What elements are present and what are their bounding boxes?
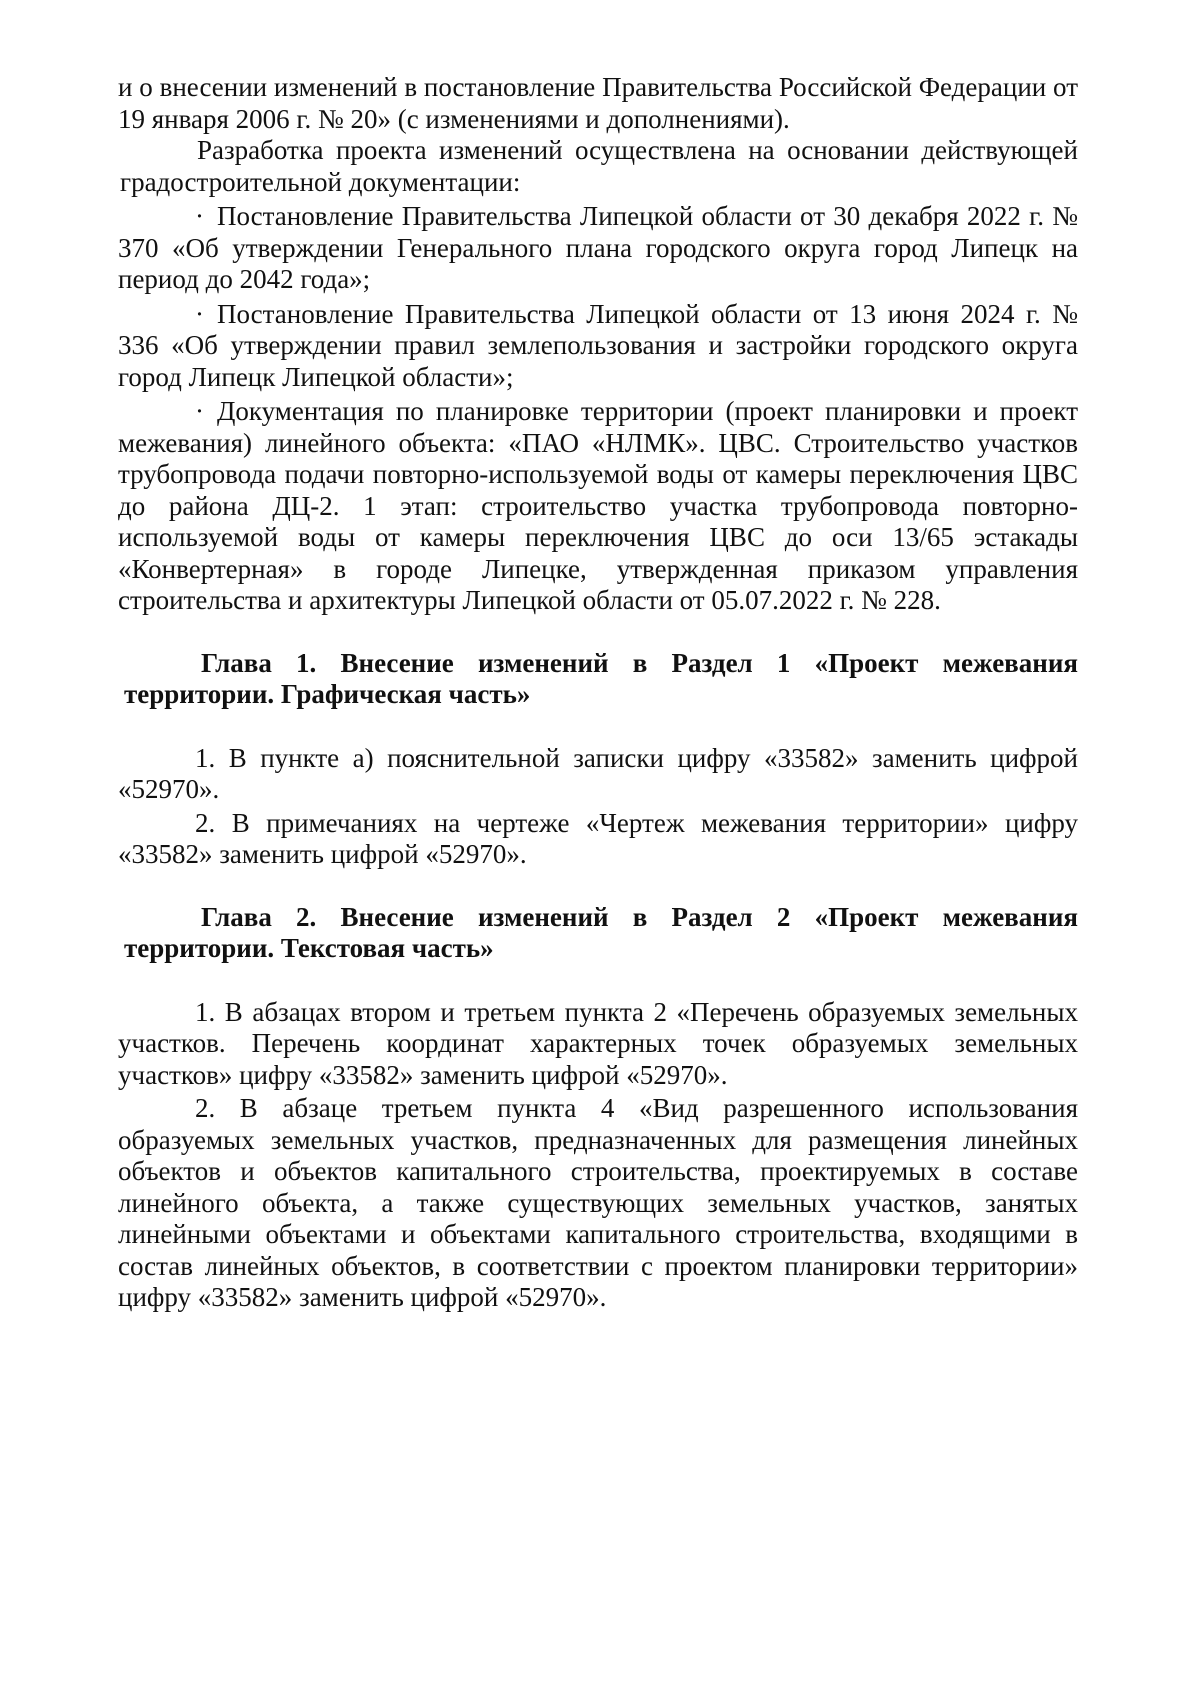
chapter-1-heading: Глава 1. Внесение изменений в Раздел 1 «Проект межевания территории. Графическая часть»: [124, 647, 1078, 709]
document-item-text: Постановление Правительства Липецкой области от 30 декабря 2022 г. № 370 «Об утверждении Генерального плана городского округа город Липецк на период до 2042 года»;: [118, 201, 1078, 294]
document-item-text: Постановление Правительства Липецкой области от 13 июня 2024 г. № 336 «Об утверждении правил землепользования и застройки городского округа город Липецк Липецкой области»;: [118, 298, 1078, 392]
document-item-text: Документация по планировке территории (проект планировки и проект межевания) линейного объекта: «ПАО «НЛМК». ЦВС. Строительство участков трубопровода подачи повторно-используемой воды от камеры переключения ЦВС до района ДЦ-2. 1 этап: строительство участка трубопровода повторно-используемой воды от камеры переключения ЦВС до оси 13/65 эстакады «Конвертерная» в городе Липецке, утвержденная приказом управления строительства и архитектуры Липецкой области от 05.07.2022 г. № 228.: [118, 396, 1078, 615]
document-page: [118, 72, 1078, 1314]
bullet-marker: ·: [195, 201, 204, 231]
bullet-marker: ·: [195, 298, 204, 329]
chapter-2-heading: Глава 2. Внесение изменений в Раздел 2 «Проект межевания территории. Текстовая часть»: [124, 901, 1078, 963]
intro-lead: Разработка проекта изменений осуществлена на основании действующей градостроительной документации:: [120, 135, 1078, 197]
document-item-land-use-rules: [118, 299, 1078, 394]
chapter-2-item-1: 1. В абзацах втором и третьем пункта 2 «Перечень образуемых земельных участков. Перечень координат характерных точек образуемых земельных участков» цифру «33582» заменить цифрой «52970».: [118, 996, 1078, 1090]
intro-continuation: и о внесении изменений в постановление Правительства Российской Федерации от 19 января 2006 г. № 20» (с изменениями и дополнениями).: [118, 72, 1078, 134]
chapter-1-item-2: 2. В примечаниях на чертеже «Чертеж межевания территории» цифру «33582» заменить цифрой «52970».: [118, 807, 1078, 869]
chapter-1-item-1: 1. В пункте а) пояснительной записки цифру «33582» заменить цифрой «52970».: [118, 742, 1078, 804]
bullet-marker: ·: [195, 396, 204, 426]
document-item-planning-documentation: [118, 396, 1078, 617]
chapter-2-item-2: 2. В абзаце третьем пункта 4 «Вид разрешенного использования образуемых земельных участков, предназначенных для размещения линейных объектов и объектов капитального строительства, проектируемых в составе линейного объекта, а также существующих земельных участков, занятых линейными объектами и объектами капитального строительства, входящими в состав линейных объектов, в соответствии с проектом планировки территории» цифру «33582» заменить цифрой «52970».: [118, 1093, 1078, 1312]
document-item-general-plan: [118, 201, 1078, 296]
